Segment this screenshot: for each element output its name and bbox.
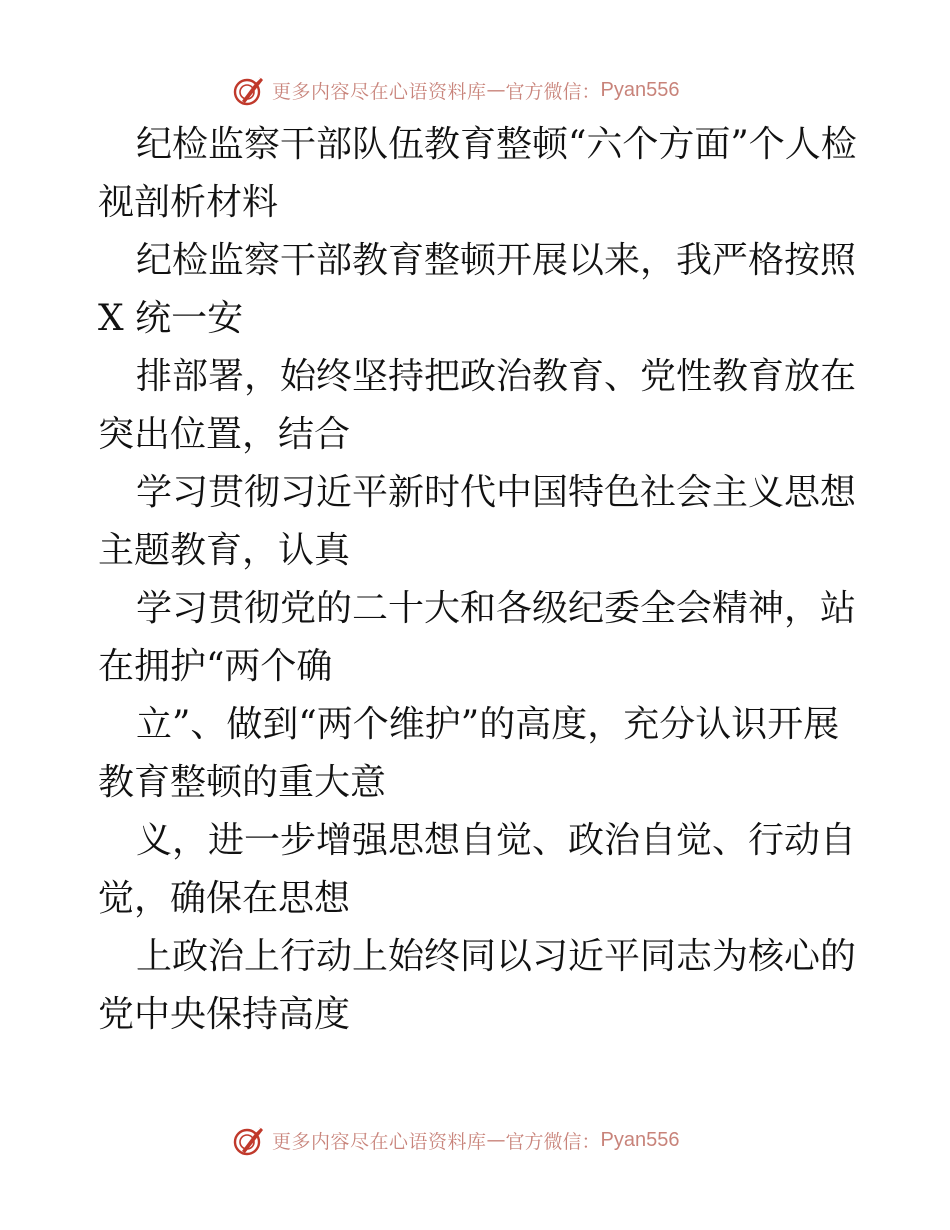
watermark-wechat-label: 官方微信： [505,80,601,103]
watermark-wechat-id: Pyan556 [600,78,680,101]
paragraph-line: 上政治上行动上始终同以习近平同志为核心的党中央保持高度 [98,936,857,1035]
document-body [98,116,858,1044]
watermark-site-text: 更多内容尽在心语资料库 [272,80,487,103]
paragraph-line: 学习贯彻党的二十大和各级纪委全会精神，站在拥护“两个确 [98,588,857,687]
paragraph-line: 学习贯彻习近平新时代中国特色社会主义思想主题教育，认真 [98,472,857,571]
header-watermark [232,72,680,108]
footer-watermark [232,1122,680,1158]
paragraph-line: 义，进一步增强思想自觉、政治自觉、行动自觉，确保在思想 [98,820,857,919]
quill-pen-logo-icon [232,73,266,107]
watermark-wechat-label: 官方微信： [505,1130,601,1153]
watermark-separator: — [486,1129,506,1151]
watermark-wechat-id: Pyan556 [600,1128,680,1151]
paragraph-line: 立”、做到“两个维护”的高度，充分认识开展教育整顿的重大意 [98,704,840,803]
paragraph-line: 排部署，始终坚持把政治教育、党性教育放在突出位置，结合 [98,356,857,455]
quill-pen-logo-icon [232,1123,266,1157]
watermark-separator: — [486,79,506,101]
watermark-site-text: 更多内容尽在心语资料库 [272,1130,487,1153]
paragraph-line: 纪检监察干部教育整顿开展以来，我严格按照 X 统一安 [98,240,857,339]
document-title: 纪检监察干部队伍教育整顿“六个方面”个人检视剖析材料 [98,124,857,223]
